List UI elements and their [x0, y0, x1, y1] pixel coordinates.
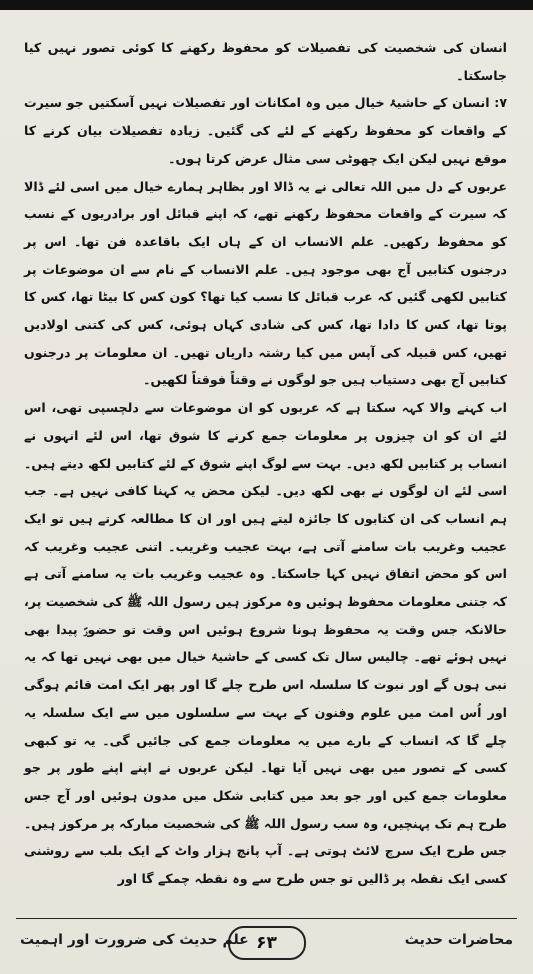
page-number: ۶۳: [228, 926, 306, 960]
footer-chapter-title: علم حدیث کی ضرورت اور اہمیت: [20, 932, 249, 948]
page-footer: [16, 926, 517, 966]
footer-divider: [16, 918, 517, 919]
paragraph-1: انسان کی شخصیت کی تفصیلات کو محفوظ رکھنے کا کوئی تصور نہیں کیا جاسکتا۔: [24, 40, 507, 83]
paragraph-2: ۷: انسان کے حاشیۂ خیال میں وہ امکانات اور تفصیلات نہیں آسکتیں جو سیرت کے واقعات کو محفوظ رکھنے کے لئے کی گئیں۔ زیادہ تفصیلات بیان کرنے کا موقع نہیں لیکن ایک چھوٹی سی مثال عرض کرتا ہوں۔: [24, 95, 507, 166]
paragraph-3: عربوں کے دل میں اللہ تعالی نے یہ ڈالا اور بظاہر ہمارے خیال میں اسی لئے ڈالا کہ سیرت کے واقعات محفوظ رکھنے تھے، کہ اپنے قبائل اور برادریوں کے نسب کو محفوظ رکھیں۔ علم الانساب ان کے ہاں ایک باقاعدہ فن تھا۔ اس پر درجنوں کتابیں آج بھی موجود ہیں۔ علم الانساب کے نام سے ان موضوعات پر کتابیں لکھی گئیں کہ عرب قبائل کا نسب کیا تھا؟ کون کس کا بیٹا تھا، کس کا پوتا تھا، کس کا دادا تھا، کس کی شادی کہاں ہوئی، کس کی کتنی اولادیں تھیں، کس قبیلہ کی آپس میں کیا رشتہ داریاں تھیں۔ ان معلومات پر درجنوں کتابیں آج بھی دستیاب ہیں جو لوگوں نے وقتاً فوقتاً لکھیں۔: [24, 178, 507, 388]
body-text: [24, 34, 507, 902]
footer-book-title: محاضرات حدیث: [404, 932, 513, 948]
paragraph-4: اب کہنے والا کہہ سکتا ہے کہ عربوں کو ان موضوعات سے دلچسپی تھی، اس لئے ان کو ان چیزوں پر معلومات جمع کرنے کا شوق تھا، اس لئے انہوں نے انساب پر کتابیں لکھ دیں۔ بہت سے لوگ اپنے شوق کے لئے کتابیں لکھ دیتے ہیں۔ اسی لئے ان لوگوں نے بھی لکھ دیں۔ لیکن محض یہ کہنا کافی نہیں ہے۔ جب ہم انساب کی ان کتابوں کا جائزہ لیتے ہیں اور ان کا مطالعہ کرتے ہیں تو ایک عجیب وغریب بات سامنے آتی ہے، بہت عجیب وغریب۔ اتنی عجیب وغریب کہ اس کو محض اتفاق نہیں کہا جاسکتا۔ وہ عجیب وغریب بات یہ سامنے آتی ہے کہ جتنی معلومات محفوظ ہوئیں وہ مرکوز ہیں رسول اللہ ﷺ کی شخصیت پر، حالانکہ جس وقت یہ محفوظ ہونا شروع ہوئیں اس وقت تو حضورؐ پیدا بھی نہیں ہوئے تھے۔ چالیس سال تک کسی کے حاشیۂ خیال میں بھی نہیں تھا کہ یہ نبی ہوں گے اور نبوت کا سلسلہ اس طرح چلے گا اور پھر ایک امت قائم ہوگی اور اُس امت میں علوم وفنون کے بہت سے سلسلوں میں سے ایک سلسلہ یہ چلے گا کہ انساب کے بارے میں یہ معلومات جمع کی جائیں گی۔ یہ تو کبھی کسی کے تصور میں بھی نہیں آیا تھا۔ لیکن عربوں نے اپنے اپنے طور پر جو معلومات جمع کیں اور جو بعد میں کتابی شکل میں مدون ہوئیں اور آج جس طرح ہم تک پہنچیں، وہ سب رسول اللہ ﷺ کی شخصیت مبارکہ پر مرکوز ہیں۔ جس طرح ایک سرچ لائٹ ہوتی ہے۔ آپ پانچ ہزار واٹ کے ایک بلب سے روشنی کسی ایک نقطہ پر ڈالیں تو جس طرح سے وہ نقطہ چمکے گا اور: [24, 400, 507, 887]
top-edge-bar: [0, 0, 533, 10]
